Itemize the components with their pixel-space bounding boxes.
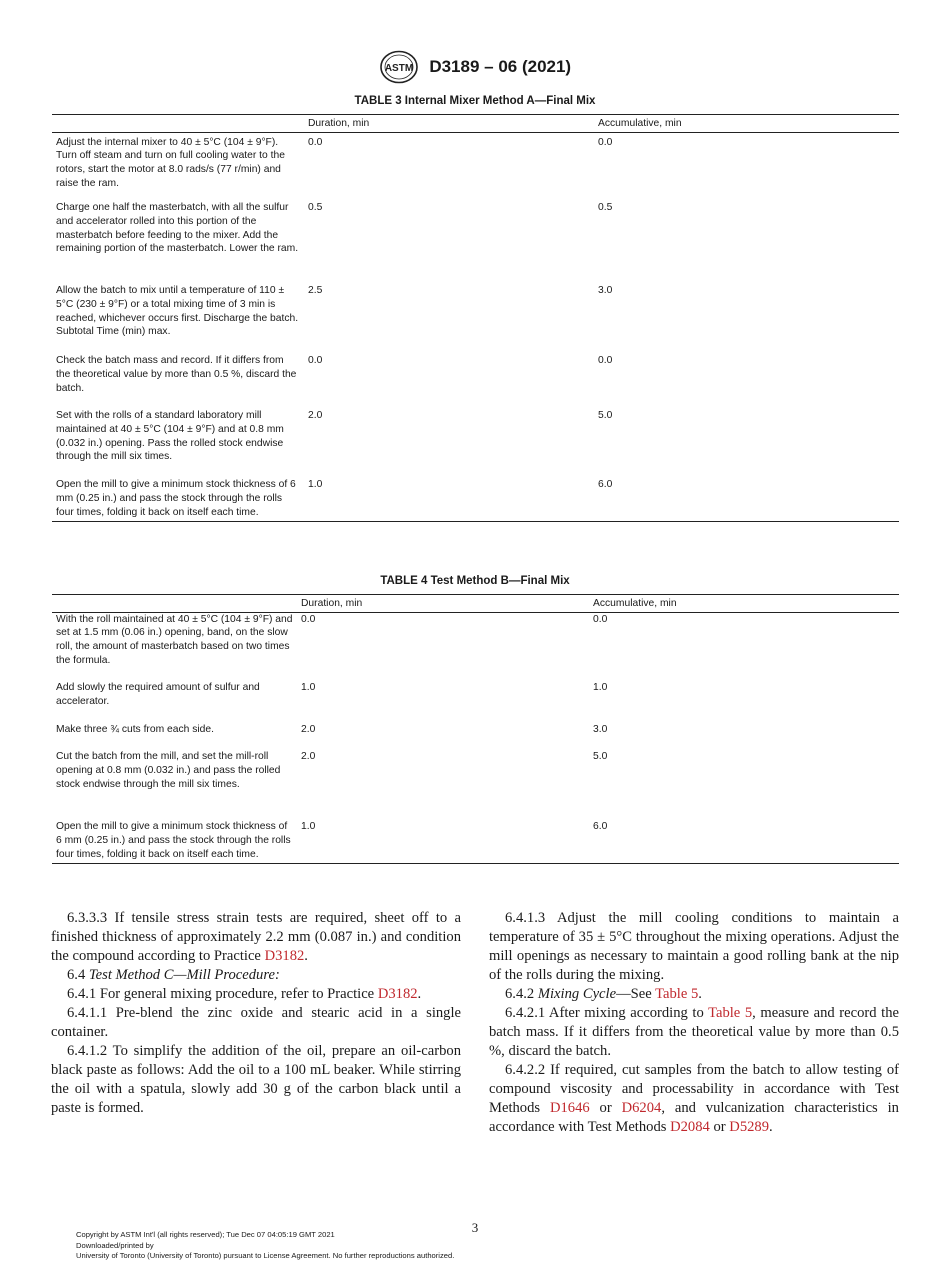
table-row — [52, 354, 899, 409]
ref-d3182-link[interactable]: D3182 — [264, 948, 305, 964]
table4-step: Make three ¾ cuts from each side. — [56, 724, 214, 736]
table3-accumulative: 6.0 — [594, 478, 899, 522]
ref-d5289-link[interactable]: D5289 — [729, 1119, 770, 1135]
table4 — [52, 594, 899, 864]
ref-table5-link[interactable]: Table 5 — [708, 1005, 753, 1021]
left-column — [51, 909, 461, 1118]
table3-accumulative: 5.0 — [598, 410, 613, 422]
section-6-4-heading: 6.4 Test Method C—Mill Procedure: — [67, 967, 280, 983]
table-row — [52, 478, 899, 522]
table-row — [52, 201, 899, 284]
table-row — [52, 820, 899, 864]
document-designation: D3189 – 06 (2021) — [429, 57, 572, 76]
section-6-4-1-1: 6.4.1.1 Pre-blend the zinc oxide and stearic acid in a single container. — [51, 1005, 461, 1040]
ref-d3182-link[interactable]: D3182 — [377, 986, 418, 1002]
section-6-4-2: 6.4.2 Mixing Cycle—See Table 5. — [505, 986, 702, 1002]
ref-d1646-link[interactable]: D1646 — [549, 1100, 590, 1116]
table4-header-step — [52, 595, 297, 613]
table3-step: Adjust the internal mixer to 40 ± 5°C (104 ± 9°F). Turn off steam and turn on full cooling water to the rotors, start the motor at 8.0 rads/s (77 r/min) and raise the ram. — [56, 136, 285, 189]
copyright-footer — [76, 1230, 454, 1262]
table3-title: TABLE 3 Internal Mixer Method A—Final Mix — [354, 95, 596, 107]
table3-duration: 2.5 — [308, 285, 323, 297]
table3-duration: 2.0 — [308, 410, 323, 422]
table-row — [52, 132, 899, 201]
table3-accumulative: 0.5 — [598, 202, 613, 214]
table-row — [52, 612, 899, 681]
logo-text: ASTM — [384, 63, 414, 74]
table3-step: Charge one half the masterbatch, with all the sulfur and accelerator rolled into this portion of the masterbatch before feeding to the mixer. Add the remaining portion of the masterbatch. Lower the ram. — [56, 202, 299, 255]
table4-accumulative: 5.0 — [593, 751, 608, 763]
page-header — [0, 50, 950, 86]
table3-step: Check the batch mass and record. If it differs from the theoretical value by more than 0.5 %, discard the batch. — [56, 355, 297, 394]
table3 — [52, 114, 899, 522]
ref-d2084-link[interactable]: D2084 — [670, 1119, 710, 1135]
table3-step: Allow the batch to mix until a temperature of 110 ± 5°C (230 ± 9°F) or a total mixing time of 3 min is reached, whichever occurs first. Discharge the batch. Subtotal Time (min) max. — [56, 285, 299, 338]
section-6-4-1-3: 6.4.1.3 Adjust the mill cooling conditions to maintain a temperature of 35 ± 5°C throughout the mixing operations. Adjust the mill openings as necessary to maintain a good rolling bank at the nip of the rolls during the mixing. — [489, 910, 899, 983]
table-row — [52, 681, 899, 723]
ref-table5-link[interactable]: Table 5 — [655, 986, 699, 1002]
page-number: 3 — [471, 1220, 479, 1235]
table4-header-duration: Duration, min — [297, 595, 589, 613]
section-6-3-3-3: 6.3.3.3 If tensile stress strain tests are required, sheet off to a finished thickness of approximately 2.2 mm (0.087 in.) and condition the compound according to Practice D3182. — [51, 910, 461, 964]
table4-duration: 1.0 — [297, 820, 589, 864]
footer-line-license: University of Toronto (University of Toronto) pursuant to License Agreement. No further reproductions authorized. — [76, 1251, 455, 1261]
table4-title: TABLE 4 Test Method B—Final Mix — [380, 575, 570, 587]
section-6-4-2-2: 6.4.2.2 If required, cut samples from the batch to allow testing of compound viscosity and processability in accordance with Test Methods D1646 or D6204, and vulcanization characteristics in accordance with Test Methods D2084 or D5289. — [489, 1062, 899, 1135]
table3-header-duration: Duration, min — [304, 115, 594, 133]
table4-accumulative: 0.0 — [593, 613, 608, 625]
section-6-4-2-1: 6.4.2.1 After mixing according to Table 5, measure and record the batch mass. If it differs from the theoretical value by more than 0.5 %, discard the batch. — [489, 1005, 899, 1059]
table3-accumulative: 0.0 — [598, 136, 613, 148]
table4-header-accumulative: Accumulative, min — [589, 595, 899, 613]
right-column — [489, 909, 899, 1137]
table4-duration: 0.0 — [301, 613, 316, 625]
footer-line-downloaded: Downloaded/printed by — [76, 1240, 154, 1250]
table3-duration: 0.5 — [308, 202, 323, 214]
table3-duration: 0.0 — [308, 355, 323, 367]
table4-accumulative: 6.0 — [589, 820, 899, 864]
table3-accumulative: 0.0 — [598, 355, 613, 367]
section-6-4-1: 6.4.1 For general mixing procedure, refer to Practice D3182. — [67, 986, 422, 1002]
footer-line-copyright: Copyright by ASTM Int'l (all rights reserved); Tue Dec 07 04:05:19 GMT 2021 — [76, 1230, 335, 1239]
table4-duration: 2.0 — [301, 724, 316, 736]
table4-duration: 1.0 — [301, 682, 316, 694]
astm-logo-icon — [379, 50, 419, 84]
table3-step: Set with the rolls of a standard laboratory mill maintained at 40 ± 5°C (104 ± 9°F) and at 0.8 mm (0.032 in.) opening. Pass the rolled stock endwise through the mill six times. — [56, 410, 284, 463]
table3-duration: 0.0 — [308, 136, 323, 148]
table-row — [52, 750, 899, 820]
table4-step: With the roll maintained at 40 ± 5°C (104 ± 9°F) and set at 1.5 mm (0.06 in.) opening, band, on the slow roll, the amount of masterbatch based on two times the formula. — [56, 613, 293, 666]
table3-step: Open the mill to give a minimum stock thickness of 6 mm (0.25 in.) and pass the stock through the rolls four times, folding it back on itself each time. — [52, 478, 304, 522]
ref-d6204-link[interactable]: D6204 — [621, 1100, 662, 1116]
table3-header-accumulative: Accumulative, min — [594, 115, 899, 133]
table3-accumulative: 3.0 — [598, 285, 613, 297]
table4-step: Add slowly the required amount of sulfur and accelerator. — [56, 682, 260, 707]
table3-duration: 1.0 — [304, 478, 594, 522]
table-row — [52, 284, 899, 354]
table4-accumulative: 1.0 — [593, 682, 608, 694]
table4-step: Open the mill to give a minimum stock thickness of 6 mm (0.25 in.) and pass the stock through the rolls four times, folding it back on itself each time. — [52, 820, 297, 864]
table4-duration: 2.0 — [301, 751, 316, 763]
table4-step: Cut the batch from the mill, and set the mill-roll opening at 0.8 mm (0.032 in.) and pass the rolled stock endwise through the mill six times. — [56, 751, 281, 790]
table-row — [52, 723, 899, 750]
table-row — [52, 409, 899, 478]
section-6-4-1-2: 6.4.1.2 To simplify the addition of the oil, prepare an oil-carbon black paste as follows: Add the oil to a 100 mL beaker. While stirring the oil with a spatula, slowly add 30 g of the carbon black until a paste is formed. — [51, 1043, 461, 1116]
table4-accumulative: 3.0 — [593, 724, 608, 736]
table3-header-step — [52, 115, 304, 133]
